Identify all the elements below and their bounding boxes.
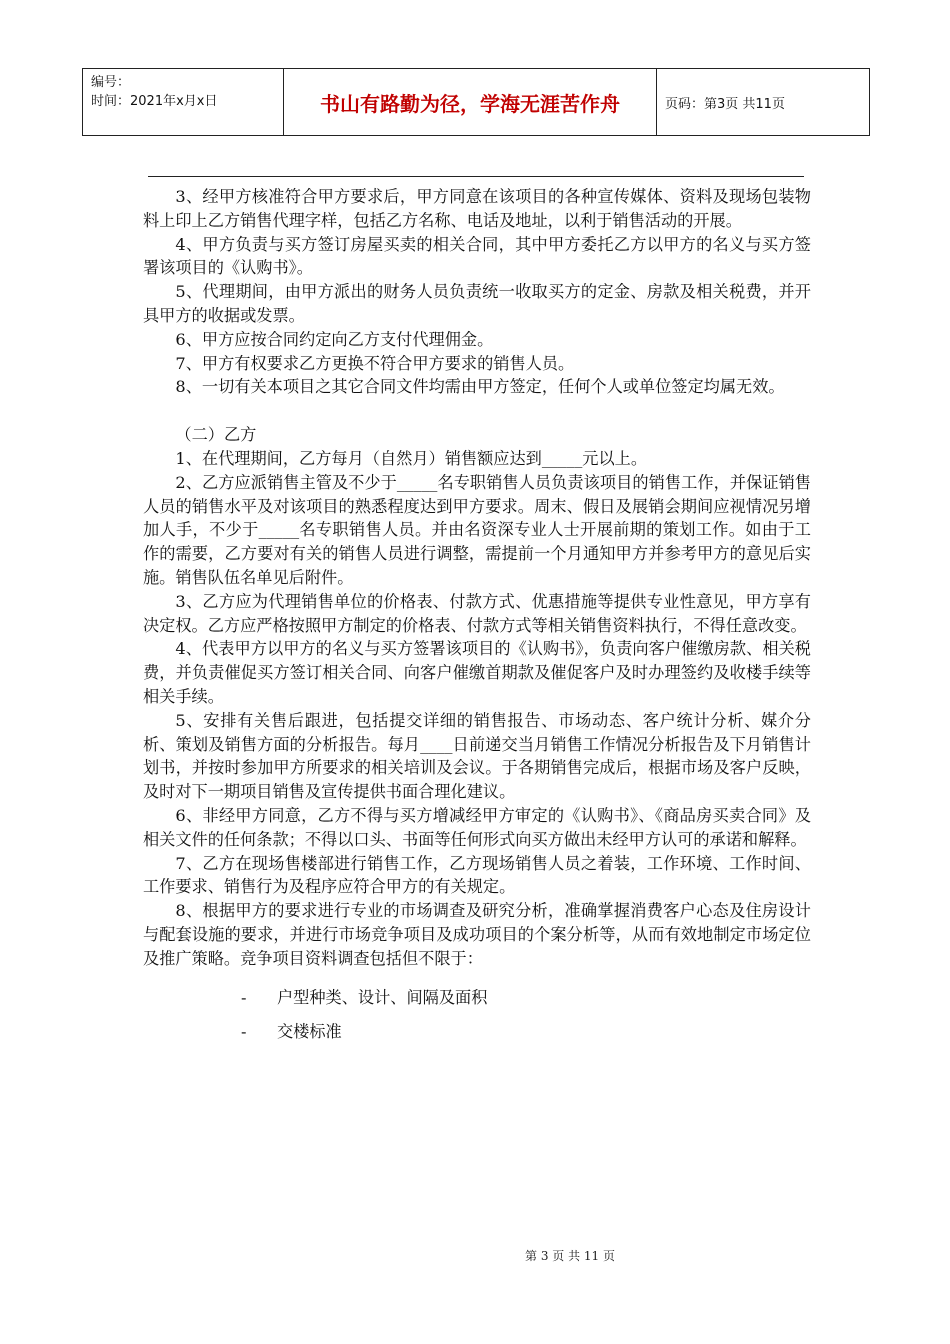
dash-marker: - (241, 987, 247, 1007)
header-rule (148, 176, 804, 177)
paragraph: 7、乙方在现场售楼部进行销售工作，乙方现场销售人员之着装，工作环境、工作时间、工作要求、销售行为及程序应符合甲方的有关规定。 (143, 853, 811, 897)
header-table (82, 68, 870, 136)
paragraph: 5、安排有关售后跟进，包括提交详细的销售报告、市场动态、客户统计分析、媒介分析、策划及销售方面的分析报告。每月____日前递交当月销售工作情况分析报告及下月销售计划书，并按时参加甲方所要求的相关培训及会议。于各期销售完成后，根据市场及客户反映，及时对下一期项目销售及宣传提供书面合理化建议。 (143, 710, 811, 802)
list-item-text: 户型种类、设计、间隔及面积 (277, 987, 488, 1007)
number-label: 编号： (91, 75, 131, 90)
paragraph: 7、甲方有权要求乙方更换不符合甲方要求的销售人员。 (175, 353, 575, 373)
paragraph: 8、一切有关本项目之其它合同文件均需由甲方签定，任何个人或单位签定均属无效。 (175, 377, 785, 397)
paragraph: 4、甲方负责与买方签订房屋买卖的相关合同，其中甲方委托乙方以甲方的名义与买方签署该项目的《认购书》。 (143, 234, 811, 278)
bullet-list (143, 981, 811, 1049)
list-item (143, 981, 811, 1015)
paragraph: 3、乙方应为代理销售单位的价格表、付款方式、优惠措施等提供专业性意见，甲方享有决定权。乙方应严格按照甲方制定的价格表、付款方式等相关销售资料执行，不得任意改变。 (143, 591, 811, 635)
paragraph: 4、代表甲方以甲方的名义与买方签署该项目的《认购书》，负责向客户催缴房款、相关税费，并负责催促买方签订相关合同、向客户催缴首期款及催促客户及时办理签约及收楼手续等相关手续。 (143, 639, 811, 706)
document-body (143, 185, 811, 1049)
header-left-cell (83, 69, 284, 135)
page-footer: 第 3 页 共 11 页 (525, 1249, 615, 1263)
list-item-text: 交楼标准 (277, 1021, 342, 1041)
page-info: 页码：第3页 共11页 (665, 96, 785, 112)
section-title: （二）乙方 (175, 425, 257, 445)
paragraph: 6、甲方应按合同约定向乙方支付代理佣金。 (175, 329, 494, 349)
paragraph: 8、根据甲方的要求进行专业的市场调查及研究分析，准确掌握消费客户心态及住房设计与配套设施的要求，并进行市场竞争项目及成功项目的个案分析等，从而有效地制定市场定位及推广策略。竞争项目资料调查包括但不限于： (143, 901, 811, 968)
paragraph: 2、乙方应派销售主管及不少于_____名专职销售人员负责该项目的销售工作，并保证销售人员的销售水平及对该项目的熟悉程度达到甲方要求。周末、假日及展销会期间应视情况另增加人手，不少于_____名专职销售人员。并由名资深专业人士开展前期的策划工作。如由于工作的需要，乙方要对有关的销售人员进行调整，需提前一个月通知甲方并参考甲方的意见后实施。销售队伍名单见后附件。 (143, 472, 811, 587)
dash-marker: - (241, 1021, 247, 1041)
paragraph: 6、非经甲方同意，乙方不得与买方增减经甲方审定的《认购书》、《商品房买卖合同》及相关文件的任何条款；不得以口头、书面等任何形式向买方做出未经甲方认可的承诺和解释。 (143, 805, 811, 849)
list-item (143, 1015, 811, 1049)
paragraph: 5、代理期间，由甲方派出的财务人员负责统一收取买方的定金、房款及相关税费，并开具甲方的收据或发票。 (143, 282, 811, 325)
paragraph: 3、经甲方核准符合甲方要求后，甲方同意在该项目的各种宣传媒体、资料及现场包装物料上印上乙方销售代理字样，包括乙方名称、电话及地址，以利于销售活动的开展。 (143, 187, 811, 230)
motto: 书山有路勤为径，学海无涯苦作舟 (284, 69, 657, 135)
time-label: 时间：2021年x月x日 (91, 94, 218, 109)
paragraph: 1、在代理期间，乙方每月（自然月）销售额应达到_____元以上。 (175, 448, 648, 468)
